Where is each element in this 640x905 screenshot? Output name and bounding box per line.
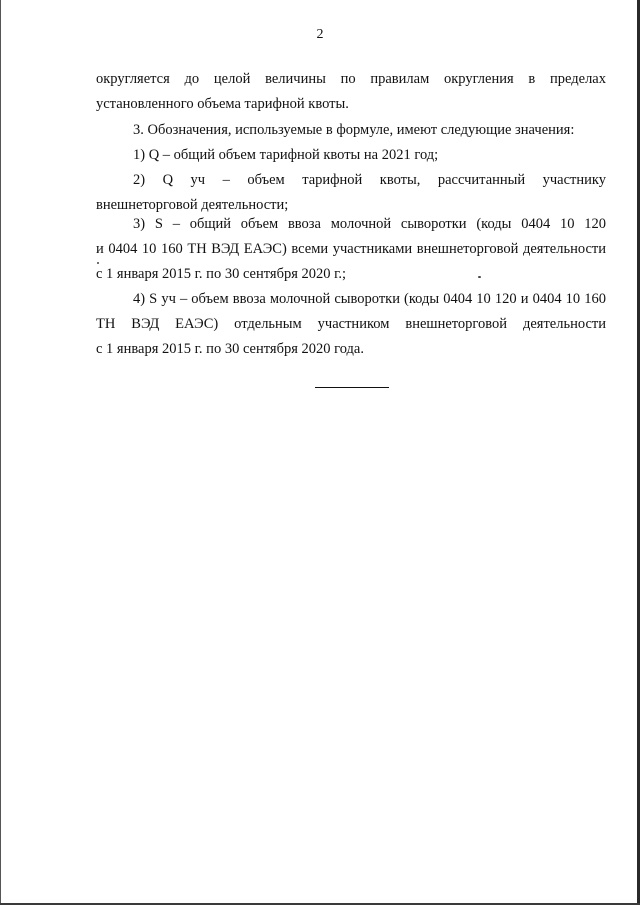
text-line-1: округляется до целой величины по правилам округления в пределах xyxy=(96,71,606,87)
scan-speck xyxy=(478,276,481,278)
scan-speck xyxy=(97,262,99,264)
text-line-5: 2) Q уч – объем тарифной квоты, рассчитанный участнику xyxy=(133,172,606,188)
text-line-6: внешнеторговой деятельности; xyxy=(96,197,289,213)
text-line-10: 4) S уч – объем ввоза молочной сыворотки (коды 0404 10 120 и 0404 10 160 xyxy=(133,291,606,307)
text-line-11: ТН ВЭД ЕАЭС) отдельным участником внешнеторговой деятельности xyxy=(96,316,606,332)
end-of-text-rule xyxy=(315,387,389,388)
text-line-3: 3. Обозначения, используемые в формуле, имеют следующие значения: xyxy=(133,122,575,138)
text-line-8: и 0404 10 160 ТН ВЭД ЕАЭС) всеми участниками внешнеторговой деятельности xyxy=(96,241,606,257)
text-line-7: 3) S – общий объем ввоза молочной сыворотки (коды 0404 10 120 xyxy=(133,216,606,232)
page-number: 2 xyxy=(316,27,324,42)
text-line-2: установленного объема тарифной квоты. xyxy=(96,96,349,112)
scan-edge-left xyxy=(0,0,1,905)
text-line-12: с 1 января 2015 г. по 30 сентября 2020 года. xyxy=(96,341,364,357)
text-line-4: 1) Q – общий объем тарифной квоты на 2021 год; xyxy=(133,147,439,163)
text-line-9: с 1 января 2015 г. по 30 сентября 2020 г.; xyxy=(96,266,347,282)
